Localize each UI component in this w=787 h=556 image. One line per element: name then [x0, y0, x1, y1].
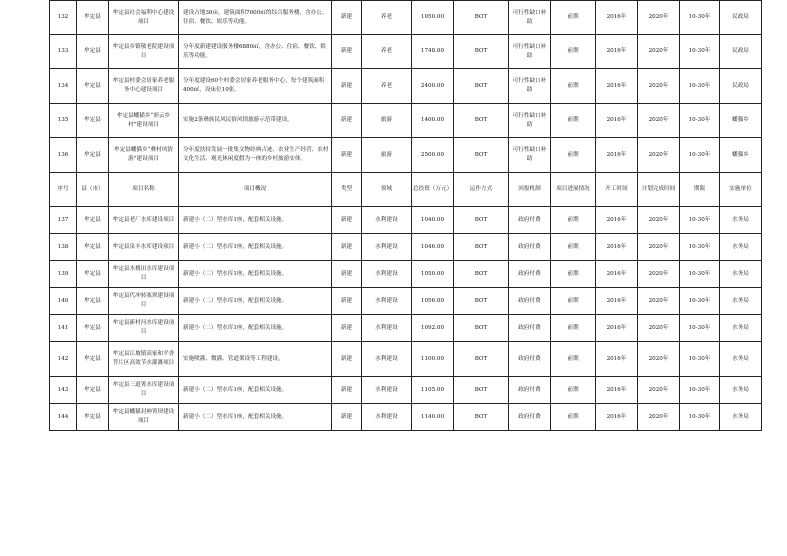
cell-no: 142	[50, 342, 77, 377]
cell-term: 10-30年	[680, 207, 720, 234]
cell-investment: 1040.00	[412, 207, 454, 234]
header-description: 项目概况	[179, 173, 332, 207]
table-header-row	[50, 173, 762, 207]
cell-no: 138	[50, 234, 77, 261]
table-row	[50, 288, 762, 315]
cell-term: 10-30年	[680, 404, 720, 431]
cell-type: 新建	[332, 35, 362, 69]
table-row	[50, 207, 762, 234]
cell-progress: 前期	[551, 234, 596, 261]
cell-field: 养老	[362, 35, 412, 69]
cell-operation-mode: BOT	[454, 377, 509, 404]
cell-return-mechanism: 可行性缺口补助	[509, 69, 551, 104]
header-field: 领域	[362, 173, 412, 207]
cell-county: 牟定县	[77, 342, 109, 377]
cell-field: 旅游	[362, 104, 412, 138]
cell-county: 牟定县	[77, 404, 109, 431]
cell-start-time: 2016年	[596, 1, 638, 35]
cell-type: 新建	[332, 288, 362, 315]
project-table	[49, 0, 762, 431]
cell-description: 分年度扶持发展一批集文物经典古迹、农业生产经营、农村文化生活、观光休闲度假为一体的乡村旅游实体。	[179, 138, 332, 173]
cell-description: 新建小（二）型水库1座，配套相关设施。	[179, 377, 332, 404]
header-unit: 实施单位	[720, 173, 762, 207]
cell-finish-time: 2020年	[638, 315, 680, 342]
cell-finish-time: 2020年	[638, 288, 680, 315]
cell-operation-mode: BOT	[454, 342, 509, 377]
cell-operation-mode: BOT	[454, 207, 509, 234]
cell-investment: 1056.00	[412, 288, 454, 315]
cell-field: 水利建设	[362, 207, 412, 234]
cell-description: 实施2条彝族民风民俗风情旅游示范带建设。	[179, 104, 332, 138]
header-start-time: 开工时间	[596, 173, 638, 207]
cell-county: 牟定县	[77, 69, 109, 104]
cell-unit: 水务局	[720, 315, 762, 342]
cell-description: 分年度建设60个村委会居家养老服务中心，每个建筑面积400㎡，设床位10张。	[179, 69, 332, 104]
table-row	[50, 315, 762, 342]
cell-finish-time: 2020年	[638, 35, 680, 69]
cell-finish-time: 2020年	[638, 342, 680, 377]
cell-county: 牟定县	[77, 1, 109, 35]
cell-unit: 民政局	[720, 35, 762, 69]
table-row	[50, 1, 762, 35]
cell-project-name: 牟定县乡镇敬老院建设项目	[109, 35, 179, 69]
cell-field: 养老	[362, 69, 412, 104]
cell-field: 水利建设	[362, 315, 412, 342]
cell-county: 牟定县	[77, 377, 109, 404]
header-investment: 总投资（万元）	[412, 173, 454, 207]
cell-finish-time: 2020年	[638, 234, 680, 261]
cell-type: 新建	[332, 377, 362, 404]
cell-return-mechanism: 政府付费	[509, 207, 551, 234]
cell-progress: 前期	[551, 104, 596, 138]
cell-progress: 前期	[551, 377, 596, 404]
cell-investment: 1100.00	[412, 342, 454, 377]
cell-start-time: 2016年	[596, 69, 638, 104]
cell-start-time: 2016年	[596, 315, 638, 342]
cell-project-name: 牟定县蟠猫封神箐坝建设项目	[109, 404, 179, 431]
cell-county: 牟定县	[77, 138, 109, 173]
cell-operation-mode: BOT	[454, 288, 509, 315]
cell-investment: 1046.00	[412, 234, 454, 261]
header-operation-mode: 运作方式	[454, 173, 509, 207]
cell-project-name: 牟定县蟠猫乡“彩云乡村”建设项目	[109, 104, 179, 138]
cell-term: 10-30年	[680, 69, 720, 104]
cell-no: 143	[50, 377, 77, 404]
cell-return-mechanism: 可行性缺口补助	[509, 35, 551, 69]
cell-start-time: 2016年	[596, 404, 638, 431]
cell-finish-time: 2020年	[638, 404, 680, 431]
cell-description: 建设占地30亩，建筑面积7000㎡的综合服务楼，含办公、住宿、餐饮、娱乐等功能。	[179, 1, 332, 35]
cell-description: 分年度新建建设服务楼6880㎡，含办公、住宿、餐饮、娱乐等功能。	[179, 35, 332, 69]
cell-unit: 民政局	[720, 69, 762, 104]
cell-operation-mode: BOT	[454, 104, 509, 138]
cell-term: 10-30年	[680, 261, 720, 288]
cell-project-name: 牟定县老厂水库建设项目	[109, 207, 179, 234]
table-row	[50, 69, 762, 104]
header-return-mechanism: 回报机制	[509, 173, 551, 207]
cell-operation-mode: BOT	[454, 1, 509, 35]
cell-unit: 水务局	[720, 377, 762, 404]
cell-description: 新建小（二）型水库1座，配套相关设施。	[179, 315, 332, 342]
cell-unit: 蟠猫乡	[720, 138, 762, 173]
cell-investment: 1092.00	[412, 315, 454, 342]
cell-no: 136	[50, 138, 77, 173]
cell-description: 新建小（二）型水库1座，配套相关设施。	[179, 261, 332, 288]
cell-finish-time: 2020年	[638, 104, 680, 138]
cell-term: 10-30年	[680, 377, 720, 404]
cell-county: 牟定县	[77, 315, 109, 342]
cell-return-mechanism: 政府付费	[509, 288, 551, 315]
cell-term: 10-30年	[680, 234, 720, 261]
cell-investment: 2500.00	[412, 138, 454, 173]
cell-project-name: 牟定县社会福利中心建设项目	[109, 1, 179, 35]
cell-county: 牟定县	[77, 261, 109, 288]
header-term: 期限	[680, 173, 720, 207]
cell-investment: 2400.00	[412, 69, 454, 104]
table-row	[50, 377, 762, 404]
cell-type: 新建	[332, 104, 362, 138]
cell-unit: 水务局	[720, 261, 762, 288]
cell-description: 新建小（二）型水库1座，配套相关设施。	[179, 288, 332, 315]
cell-start-time: 2016年	[596, 377, 638, 404]
cell-operation-mode: BOT	[454, 234, 509, 261]
cell-investment: 1050.00	[412, 261, 454, 288]
cell-county: 牟定县	[77, 234, 109, 261]
cell-investment: 1748.00	[412, 35, 454, 69]
cell-no: 134	[50, 69, 77, 104]
cell-project-name: 牟定县水桃田水库建设项目	[109, 261, 179, 288]
cell-no: 141	[50, 315, 77, 342]
header-project-name: 项目名称	[109, 173, 179, 207]
cell-unit: 水务局	[720, 288, 762, 315]
cell-progress: 前期	[551, 288, 596, 315]
table-row	[50, 261, 762, 288]
table-row	[50, 35, 762, 69]
cell-field: 水利建设	[362, 261, 412, 288]
cell-return-mechanism: 可行性缺口补助	[509, 138, 551, 173]
cell-return-mechanism: 政府付费	[509, 261, 551, 288]
cell-progress: 前期	[551, 35, 596, 69]
cell-type: 新建	[332, 69, 362, 104]
cell-no: 132	[50, 1, 77, 35]
cell-unit: 蟠猫乡	[720, 104, 762, 138]
cell-operation-mode: BOT	[454, 404, 509, 431]
cell-project-name: 牟定县蟠猫乡“彝村风情游”建设项目	[109, 138, 179, 173]
cell-start-time: 2016年	[596, 288, 638, 315]
cell-description: 实施喷灌、微灌、管道架设等工程建设。	[179, 342, 332, 377]
cell-return-mechanism: 政府付费	[509, 377, 551, 404]
cell-project-name: 牟定县泉丰水库建设项目	[109, 234, 179, 261]
cell-county: 牟定县	[77, 35, 109, 69]
cell-operation-mode: BOT	[454, 138, 509, 173]
cell-term: 10-30年	[680, 35, 720, 69]
cell-description: 新建小（二）型水库1座，配套相关设施。	[179, 234, 332, 261]
cell-unit: 水务局	[720, 207, 762, 234]
cell-start-time: 2016年	[596, 234, 638, 261]
cell-start-time: 2016年	[596, 104, 638, 138]
cell-type: 新建	[332, 207, 362, 234]
table-row	[50, 138, 762, 173]
cell-progress: 前期	[551, 315, 596, 342]
cell-finish-time: 2020年	[638, 261, 680, 288]
cell-start-time: 2016年	[596, 261, 638, 288]
cell-field: 水利建设	[362, 234, 412, 261]
cell-no: 133	[50, 35, 77, 69]
cell-progress: 前期	[551, 69, 596, 104]
cell-description: 新建小（二）型水库1座，配套相关设施。	[179, 404, 332, 431]
cell-progress: 前期	[551, 261, 596, 288]
table-row	[50, 234, 762, 261]
cell-project-name: 牟定县三道箐水库建设项目	[109, 377, 179, 404]
cell-investment: 1105.00	[412, 377, 454, 404]
cell-term: 10-30年	[680, 288, 720, 315]
cell-project-name: 牟定县新村河水库建设项目	[109, 315, 179, 342]
cell-return-mechanism: 政府付费	[509, 315, 551, 342]
cell-start-time: 2016年	[596, 207, 638, 234]
header-progress: 项目进展情况	[551, 173, 596, 207]
cell-field: 水利建设	[362, 377, 412, 404]
header-finish-time: 计划完成时间	[638, 173, 680, 207]
cell-finish-time: 2020年	[638, 1, 680, 35]
cell-field: 养老	[362, 1, 412, 35]
cell-progress: 前期	[551, 1, 596, 35]
cell-no: 139	[50, 261, 77, 288]
cell-finish-time: 2020年	[638, 207, 680, 234]
cell-field: 水利建设	[362, 404, 412, 431]
cell-no: 144	[50, 404, 77, 431]
cell-start-time: 2016年	[596, 138, 638, 173]
cell-field: 旅游	[362, 138, 412, 173]
cell-term: 10-30年	[680, 138, 720, 173]
cell-progress: 前期	[551, 404, 596, 431]
cell-operation-mode: BOT	[454, 315, 509, 342]
cell-type: 新建	[332, 234, 362, 261]
header-county: 县（市）	[77, 173, 109, 207]
cell-unit: 水务局	[720, 404, 762, 431]
cell-start-time: 2016年	[596, 342, 638, 377]
table-row	[50, 342, 762, 377]
header-type: 类型	[332, 173, 362, 207]
cell-operation-mode: BOT	[454, 261, 509, 288]
cell-finish-time: 2020年	[638, 138, 680, 173]
cell-progress: 前期	[551, 342, 596, 377]
cell-project-name: 牟定县村委会居家养老服务中心建设项目	[109, 69, 179, 104]
cell-description: 新建小（二）型水库1座，配套相关设施。	[179, 207, 332, 234]
cell-term: 10-30年	[680, 104, 720, 138]
cell-no: 135	[50, 104, 77, 138]
cell-investment: 1050.00	[412, 1, 454, 35]
cell-investment: 1400.00	[412, 104, 454, 138]
cell-project-name: 牟定县代冲转塞坝建设项目	[109, 288, 179, 315]
cell-no: 137	[50, 207, 77, 234]
cell-unit: 民政局	[720, 1, 762, 35]
cell-field: 水利建设	[362, 342, 412, 377]
cell-unit: 水务局	[720, 234, 762, 261]
cell-operation-mode: BOT	[454, 69, 509, 104]
cell-term: 10-30年	[680, 1, 720, 35]
cell-term: 10-30年	[680, 342, 720, 377]
project-table-sheet	[49, 0, 761, 431]
cell-start-time: 2016年	[596, 35, 638, 69]
cell-unit: 水务局	[720, 342, 762, 377]
cell-type: 新建	[332, 342, 362, 377]
table-row	[50, 104, 762, 138]
cell-county: 牟定县	[77, 207, 109, 234]
cell-type: 新建	[332, 1, 362, 35]
cell-type: 新建	[332, 315, 362, 342]
cell-field: 水利建设	[362, 288, 412, 315]
cell-progress: 前期	[551, 138, 596, 173]
cell-type: 新建	[332, 138, 362, 173]
cell-project-name: 牟定县江坡镇高家和平香菩片区高效节水灌溉项目	[109, 342, 179, 377]
cell-return-mechanism: 政府付费	[509, 342, 551, 377]
cell-type: 新建	[332, 261, 362, 288]
cell-finish-time: 2020年	[638, 69, 680, 104]
cell-operation-mode: BOT	[454, 35, 509, 69]
cell-term: 10-30年	[680, 315, 720, 342]
cell-progress: 前期	[551, 207, 596, 234]
cell-finish-time: 2020年	[638, 377, 680, 404]
cell-no: 140	[50, 288, 77, 315]
cell-return-mechanism: 政府付费	[509, 234, 551, 261]
header-no: 序号	[50, 173, 77, 207]
cell-return-mechanism: 可行性缺口补助	[509, 1, 551, 35]
cell-county: 牟定县	[77, 288, 109, 315]
cell-county: 牟定县	[77, 104, 109, 138]
cell-return-mechanism: 政府付费	[509, 404, 551, 431]
cell-return-mechanism: 可行性缺口补助	[509, 104, 551, 138]
table-row	[50, 404, 762, 431]
cell-investment: 1140.00	[412, 404, 454, 431]
cell-type: 新建	[332, 404, 362, 431]
